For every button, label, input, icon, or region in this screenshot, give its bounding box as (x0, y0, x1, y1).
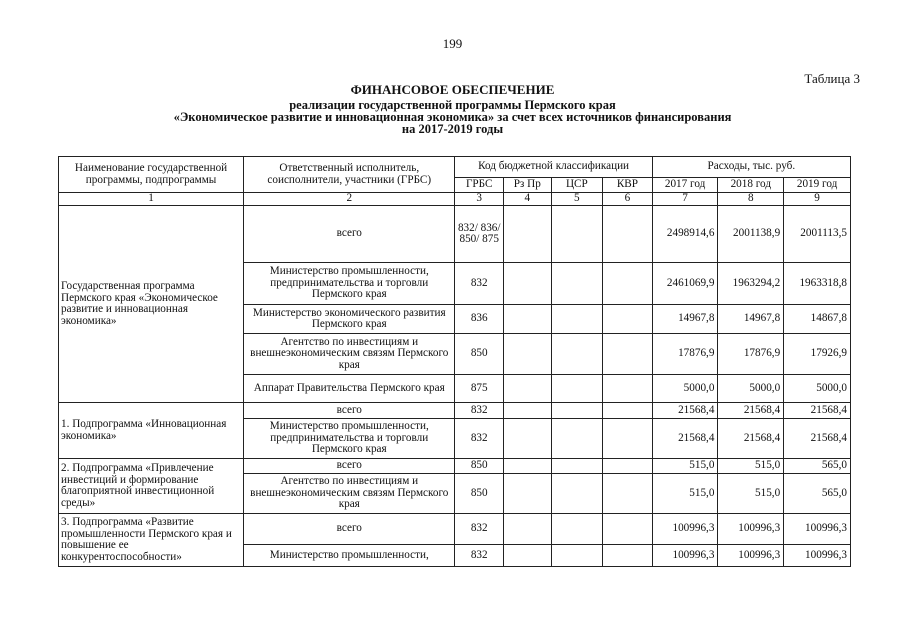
header-grbs: ГРБС (455, 178, 504, 193)
column-number: 5 (551, 193, 603, 206)
value-2018: 1963294,2 (718, 263, 784, 305)
value-2017: 5000,0 (652, 375, 718, 403)
subtitle-line: на 2017-2019 годы (401, 122, 504, 136)
document-title: ФИНАНСОВОЕ ОБЕСПЕЧЕНИЕ (350, 82, 555, 97)
program-name: 1. Подпрограмма «Инновационная экономика» (59, 403, 244, 459)
executor-cell: Министерство промышленности, (244, 545, 455, 567)
value-2017: 515,0 (652, 474, 718, 514)
value-2019: 100996,3 (784, 545, 851, 567)
grbs-cell: 850 (455, 459, 504, 474)
column-number: 1 (59, 193, 244, 206)
executor-cell: всего (244, 514, 455, 545)
grbs-cell: 832 (455, 419, 504, 459)
header-2017: 2017 год (652, 178, 718, 193)
executor-cell: Аппарат Правительства Пермского края (244, 375, 455, 403)
value-2019: 565,0 (784, 474, 851, 514)
table-row (59, 206, 851, 263)
executor-cell: всего (244, 459, 455, 474)
value-2017: 2498914,6 (652, 206, 718, 263)
grbs-cell: 875 (455, 375, 504, 403)
executor-cell: Министерство промышленности, предпринимательства и торговли Пермского края (244, 419, 455, 459)
executor-cell: Министерство экономического развития Пермского края (244, 305, 455, 334)
page-number: 199 (442, 36, 463, 51)
value-2019: 5000,0 (784, 375, 851, 403)
value-2018: 100996,3 (718, 545, 784, 567)
grbs-cell: 832 (455, 263, 504, 305)
value-2018: 21568,4 (718, 419, 784, 459)
header-kvr: КВР (603, 178, 653, 193)
header-budget-code: Код бюджетной классификации (455, 157, 652, 178)
header-executor: Ответственный исполнитель, соисполнители, участники (ГРБС) (244, 157, 455, 193)
header-rzpr: Рз Пр (504, 178, 552, 193)
executor-cell: Министерство промышленности, предпринимательства и торговли Пермского края (244, 263, 455, 305)
value-2017: 14967,8 (652, 305, 718, 334)
executor-cell: всего (244, 403, 455, 419)
table-row (59, 459, 851, 474)
value-2018: 17876,9 (718, 334, 784, 375)
value-2018: 21568,4 (718, 403, 784, 419)
value-2019: 100996,3 (784, 514, 851, 545)
value-2019: 565,0 (784, 459, 851, 474)
value-2019: 21568,4 (784, 403, 851, 419)
column-number: 3 (455, 193, 504, 206)
grbs-cell: 832 (455, 514, 504, 545)
subtitle-line: «Экономическое развитие и инновационная экономика» за счет всех источников финансирования (173, 110, 732, 124)
header-expenses: Расходы, тыс. руб. (652, 157, 850, 178)
value-2018: 2001138,9 (718, 206, 784, 263)
header-2018: 2018 год (718, 178, 784, 193)
value-2017: 100996,3 (652, 514, 718, 545)
financing-table (58, 156, 851, 567)
value-2019: 14867,8 (784, 305, 851, 334)
value-2019: 21568,4 (784, 419, 851, 459)
value-2017: 17876,9 (652, 334, 718, 375)
column-number: 6 (603, 193, 653, 206)
grbs-cell: 850 (455, 474, 504, 514)
column-number: 8 (718, 193, 784, 206)
grbs-cell: 832/ 836/ 850/ 875 (455, 206, 504, 263)
table-row (59, 403, 851, 419)
header-program: Наименование государственной программы, подпрограммы (59, 157, 244, 193)
column-number: 9 (784, 193, 851, 206)
value-2018: 515,0 (718, 474, 784, 514)
program-name: Государственная программа Пермского края «Экономическое развитие и инновационная экономика» (59, 206, 244, 403)
header-csr: ЦСР (551, 178, 603, 193)
executor-cell: Агентство по инвестициям и внешнеэкономическим связям Пермского края (244, 474, 455, 514)
document-subtitle (0, 99, 905, 135)
value-2017: 21568,4 (652, 419, 718, 459)
table-reference: Таблица 3 (804, 71, 860, 86)
column-number: 7 (652, 193, 718, 206)
grbs-cell: 832 (455, 545, 504, 567)
column-number: 2 (244, 193, 455, 206)
value-2017: 100996,3 (652, 545, 718, 567)
value-2017: 21568,4 (652, 403, 718, 419)
value-2018: 5000,0 (718, 375, 784, 403)
value-2018: 14967,8 (718, 305, 784, 334)
column-number: 4 (504, 193, 552, 206)
value-2018: 515,0 (718, 459, 784, 474)
executor-cell: всего (244, 206, 455, 263)
table-row (59, 514, 851, 545)
value-2019: 17926,9 (784, 334, 851, 375)
program-name: 3. Подпрограмма «Развитие промышленности Пермского края и повышение ее конкурентоспособности» (59, 514, 244, 567)
value-2017: 2461069,9 (652, 263, 718, 305)
program-name: 2. Подпрограмма «Привлечение инвестиций и формирование благоприятной инвестиционной среды» (59, 459, 244, 514)
value-2019: 1963318,8 (784, 263, 851, 305)
value-2017: 515,0 (652, 459, 718, 474)
header-2019: 2019 год (784, 178, 851, 193)
value-2019: 2001113,5 (784, 206, 851, 263)
value-2018: 100996,3 (718, 514, 784, 545)
executor-cell: Агентство по инвестициям и внешнеэкономическим связям Пермского края (244, 334, 455, 375)
grbs-cell: 836 (455, 305, 504, 334)
grbs-cell: 832 (455, 403, 504, 419)
grbs-cell: 850 (455, 334, 504, 375)
subtitle-line: реализации государственной программы Пермского края (289, 98, 616, 112)
